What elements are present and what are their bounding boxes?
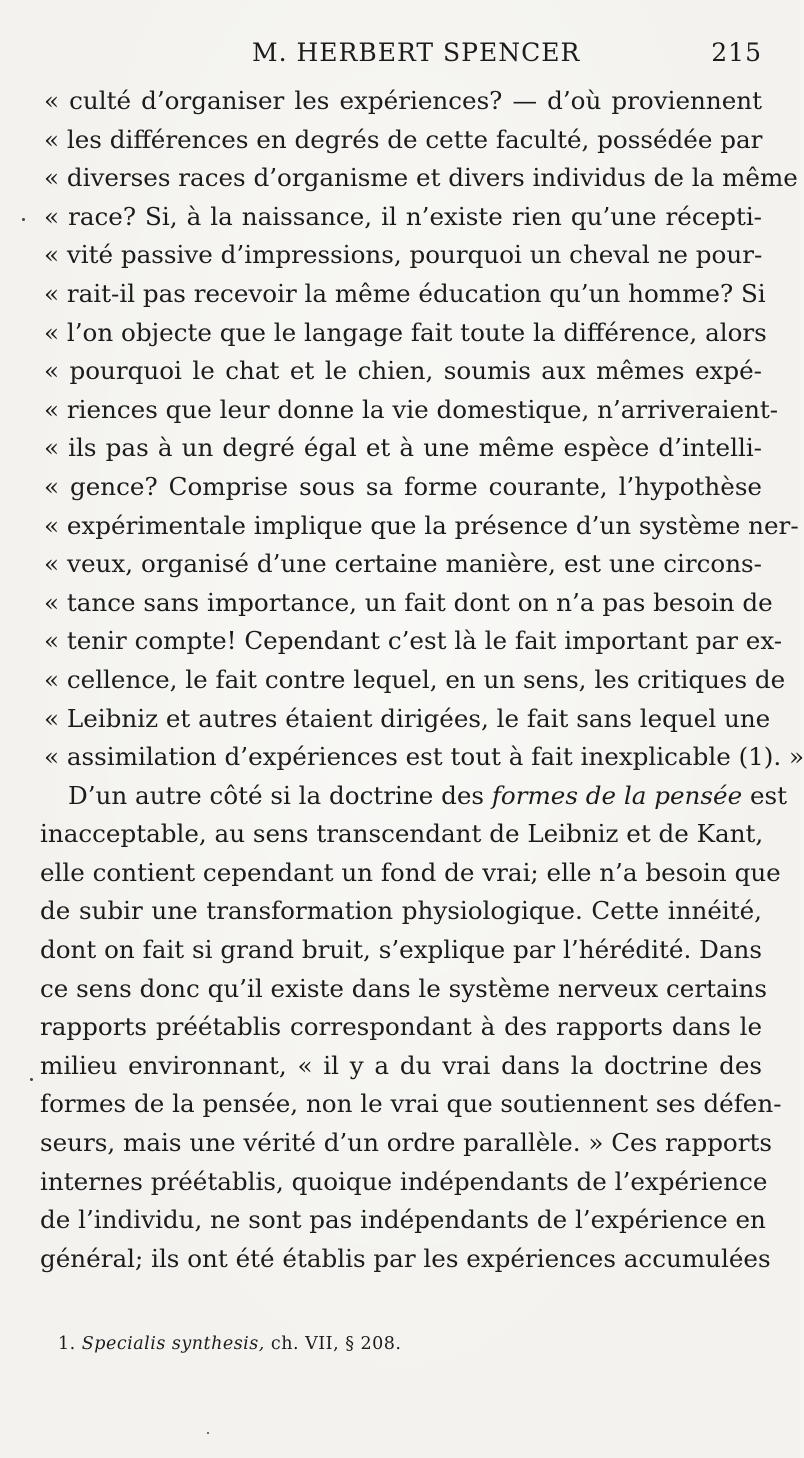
running-head <box>40 38 762 72</box>
quote-line: « Leibniz et autres étaient dirigées, le fait sans lequel une <box>44 703 771 733</box>
footnote-title: Specialis synthesis, <box>81 1334 265 1354</box>
paragraph-first-line-end: est <box>742 780 788 810</box>
paragraph-line: de subir une transformation physiologique. Cette innéité, <box>40 896 762 926</box>
footnote-number: 1. <box>58 1334 76 1354</box>
paragraph-first-line <box>40 777 788 816</box>
quote-line: « culté d’organiser les expériences? — d’où proviennent <box>44 86 762 115</box>
quotation-block <box>40 82 804 777</box>
quote-line: « les différences en degrés de cette faculté, possédée par <box>44 124 763 154</box>
quote-line: « tance sans importance, un fait dont on n’a pas besoin de <box>44 587 773 617</box>
quote-line: « l’on objecte que le langage fait toute la différence, alors <box>44 317 767 347</box>
paragraph-first-line-start: D’un autre côté si la doctrine des <box>68 780 492 810</box>
quote-line: « cellence, le fait contre lequel, en un sens, les critiques de <box>44 664 786 694</box>
paragraph-line: elle contient cependant un fond de vrai; elle n’a besoin que <box>40 857 781 887</box>
paragraph-line: de l’individu, ne sont pas indépendants de l’expérience en <box>40 1205 766 1235</box>
quote-line: « ils pas à un degré égal et à une même espèce d’intelli- <box>44 433 762 463</box>
quote-line: « race? Si, à la naissance, il n’existe rien qu’une récepti- <box>44 201 762 231</box>
quote-line: « veux, organisé d’une certaine manière, est une circons- <box>44 549 762 579</box>
paragraph-line: dont on fait si grand bruit, s’explique par l’hérédité. Dans <box>40 935 762 965</box>
quote-line: « pourquoi le chat et le chien, soumis aux mêmes expé- <box>44 356 762 386</box>
paragraph-line: formes de la pensée, non le vrai que soutiennent ses défen- <box>40 1089 782 1119</box>
quote-line: « expérimentale implique que la présence d’un système ner- <box>44 510 799 540</box>
page-number: 215 <box>711 38 762 67</box>
footnote-reference: ch. VII, § 208. <box>270 1334 402 1354</box>
paragraph-line: inacceptable, au sens transcendant de Leibniz et de Kant, <box>40 819 764 849</box>
paragraph-line: milieu environnant, « il y a du vrai dans la doctrine des <box>40 1050 762 1080</box>
paragraph-line: internes préétablis, quoique indépendants de l’expérience <box>40 1166 768 1196</box>
quote-line: « rait-il pas recevoir la même éducation qu’un homme? Si <box>44 278 766 308</box>
italic-phrase: formes de la pensée <box>491 780 743 810</box>
paragraph <box>40 777 788 1279</box>
quote-line: « riences que leur donne la vie domestique, n’arriveraient- <box>44 394 779 424</box>
quote-line: « gence? Comprise sous sa forme courante, l’hypothèse <box>44 471 762 501</box>
quote-line: « diverses races d’organisme et divers individus de la même <box>44 163 798 193</box>
paragraph-line: seurs, mais une vérité d’un ordre parallèle. » Ces rapports <box>40 1128 773 1158</box>
paragraph-line: général; ils ont été établis par les expériences accumulées <box>40 1243 771 1273</box>
paper-speck <box>30 1078 33 1081</box>
quote-line: « tenir compte! Cependant c’est là le fait important par ex- <box>44 626 783 656</box>
footnote <box>58 1334 401 1354</box>
body-text <box>40 82 804 1278</box>
paragraph-line: ce sens donc qu’il existe dans le système nerveux certains <box>40 973 767 1003</box>
quote-line: « vité passive d’impressions, pourquoi un cheval ne pour- <box>44 240 763 270</box>
paper-speck <box>22 218 25 221</box>
quote-line: « assimilation d’expériences est tout à fait inexplicable (1). » <box>44 742 804 772</box>
paragraph-line: rapports préétablis correspondant à des rapports dans le <box>40 1012 762 1042</box>
running-title: M. HERBERT SPENCER <box>252 38 581 67</box>
paper-speck <box>207 1432 209 1434</box>
